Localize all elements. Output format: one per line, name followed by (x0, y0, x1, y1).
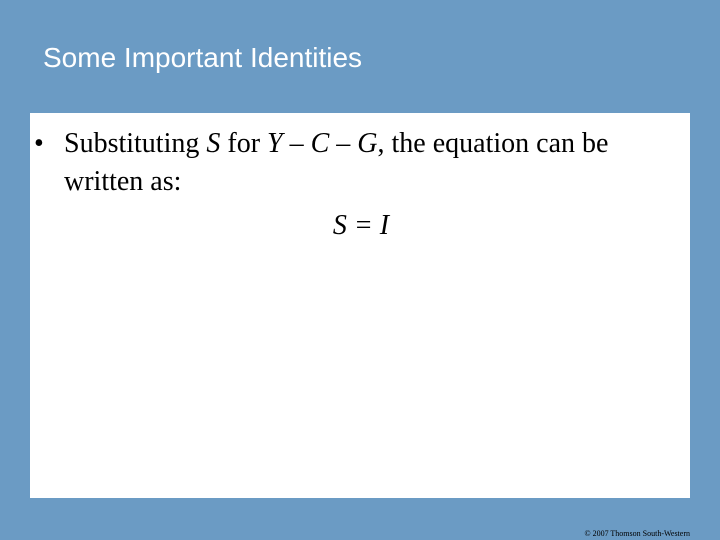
bullet-marker: • (34, 128, 44, 159)
content-panel (30, 113, 690, 498)
equation: S = I (332, 210, 390, 241)
bullet-text-part: Substituting (64, 128, 207, 159)
copyright-notice: © 2007 Thomson South-Western (584, 529, 690, 538)
minus-sign: – (282, 128, 311, 159)
variable-c: C (310, 128, 330, 159)
bullet-text-part: for (220, 128, 268, 159)
bullet-text (64, 125, 670, 201)
minus-sign: – (329, 128, 358, 159)
variable-y: Y (267, 128, 283, 159)
variable-s: S (206, 128, 221, 159)
bullet-item (30, 125, 670, 201)
bullet-text-part: , the equation can be written as: (64, 128, 609, 197)
slide-title: Some Important Identities (43, 42, 363, 73)
variable-g: G (357, 128, 378, 159)
